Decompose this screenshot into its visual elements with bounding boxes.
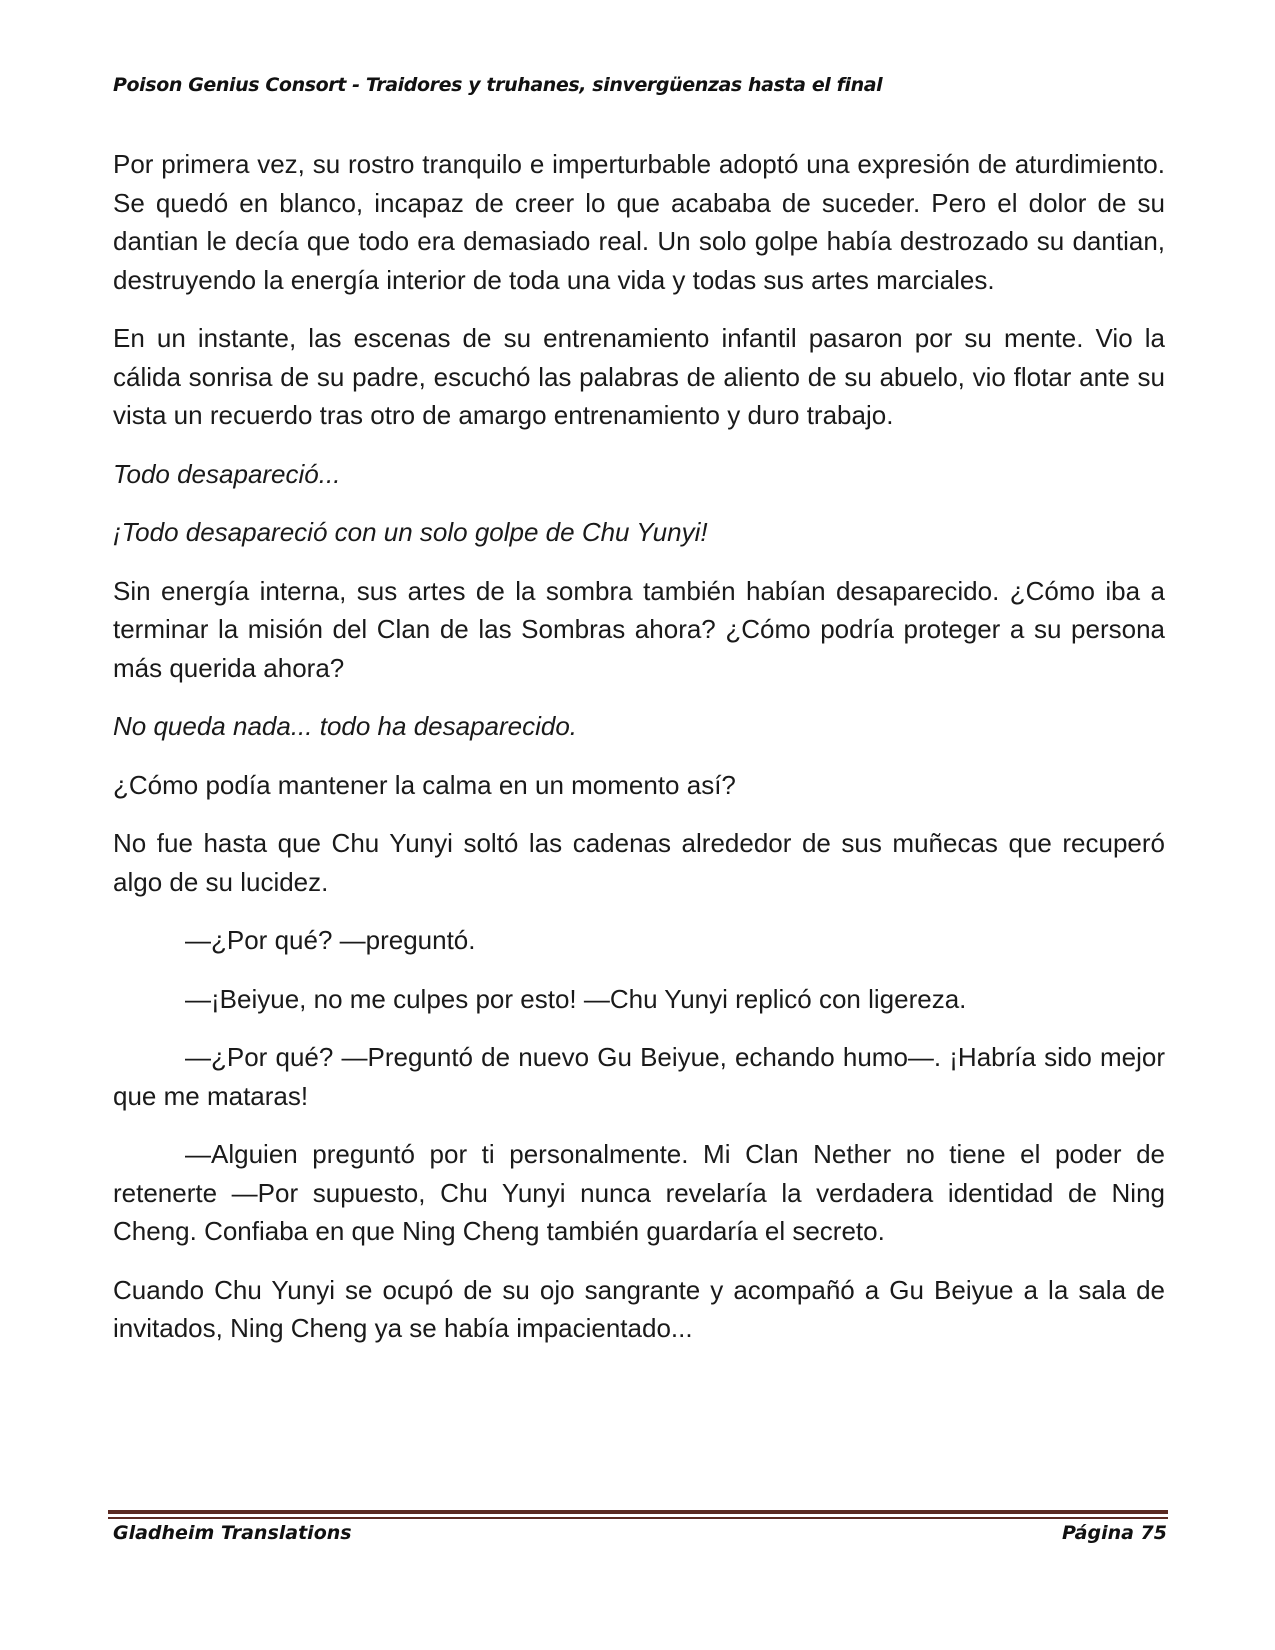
paragraph: En un instante, las escenas de su entrenamiento infantil pasaron por su mente. Vio la cálida sonrisa de su padre, escuchó las palabras de aliento de su abuelo, vio flotar ante su vista un recuerdo tras otro de amargo entrenamiento y duro trabajo. (113, 323, 1165, 430)
paragraph: Por primera vez, su rostro tranquilo e imperturbable adoptó una expresión de aturdimiento. Se quedó en blanco, incapaz de creer lo que acababa de suceder. Pero el dolor de su dantian le decía que todo era demasiado real. Un solo golpe había destrozado su dantian, destruyendo la energía interior de toda una vida y todas sus artes marciales. (113, 149, 1165, 295)
footer-credit: Gladheim Translations (113, 1522, 352, 1544)
paragraph-italic: ¡Todo desapareció con un solo golpe de Chu Yunyi! (113, 517, 708, 547)
paragraph-italic: No queda nada... todo ha desaparecido. (113, 711, 578, 741)
page-number: Página 75 (1061, 1522, 1167, 1544)
dialogue-line: —¡Beiyue, no me culpes por esto! —Chu Yunyi replicó con ligereza. (185, 983, 967, 1014)
dialogue-line: —¿Por qué? —preguntó. (185, 925, 476, 955)
paragraph: ¿Cómo podía mantener la calma en un momento así? (113, 769, 736, 800)
paragraph-italic: Todo desapareció... (113, 458, 341, 489)
page-header-title: Poison Genius Consort - Traidores y truhanes, sinvergüenzas hasta el final (113, 74, 883, 96)
document-body (113, 145, 1165, 1368)
footer-divider-thin (108, 1517, 1168, 1519)
paragraph: Sin energía interna, sus artes de la sombra también habían desaparecido. ¿Cómo iba a terminar la misión del Clan de las Sombras ahora? ¿Cómo podría proteger a su persona más querida ahora? (113, 575, 1165, 683)
footer-divider-thick (108, 1510, 1168, 1514)
paragraph: No fue hasta que Chu Yunyi soltó las cadenas alrededor de sus muñecas que recuperó algo de su lucidez. (113, 828, 1165, 897)
footer-divider (108, 1510, 1168, 1519)
dialogue-line: —Alguien preguntó por ti personalmente. Mi Clan Nether no tiene el poder de retenerte —Por supuesto, Chu Yunyi nunca revelaría la verdadera identidad de Ning Cheng. Confiaba en que Ning Cheng también guardaría el secreto. (113, 1139, 1165, 1246)
dialogue-line: —¿Por qué? —Preguntó de nuevo Gu Beiyue, echando humo—. ¡Habría sido mejor que me mataras! (113, 1042, 1165, 1111)
paragraph: Cuando Chu Yunyi se ocupó de su ojo sangrante y acompañó a Gu Beiyue a la sala de invitados, Ning Cheng ya se había impacientado... (113, 1274, 1165, 1343)
